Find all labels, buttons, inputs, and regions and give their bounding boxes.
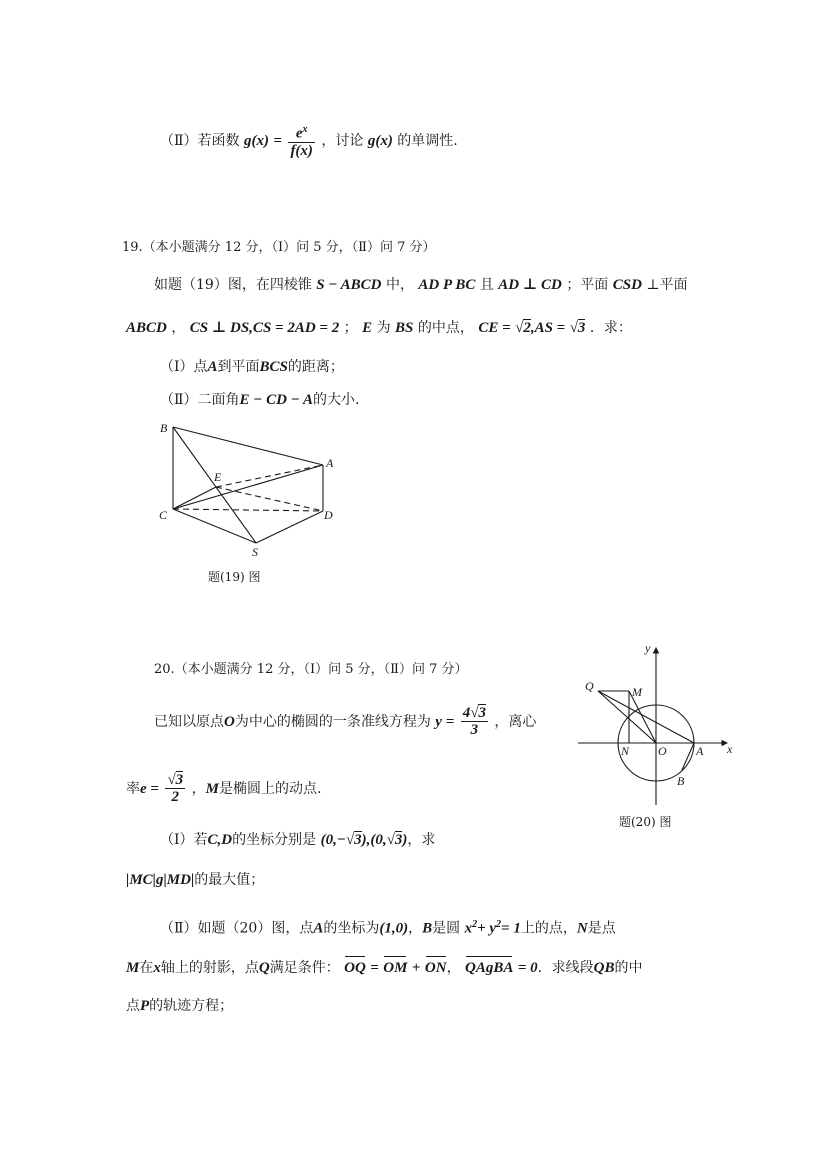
q20-line1: 已知以原点O为中心的椭圆的一条准线方程为 y = $\frac{4√3}{3}$ ，离心 [154,705,537,738]
segment-AB [682,743,694,770]
label-B: B [160,421,168,435]
q20-part1b: |MC|g|MD|的最大值； [126,872,265,888]
figure-20-caption: 题(20) 图 [619,815,672,829]
label-C: C [159,508,168,522]
q18-part2: （Ⅱ）若函数 g(x) = $\frac{e^x}{f(x)}$ ，讨论 g(x) 的单调性. [160,124,458,159]
label-B: B [677,774,685,788]
edge-SD [256,511,323,543]
edge-EA-hidden [216,465,323,487]
fraction-ex-over-fx: $\frac{e^x}{f(x)}$ [290,124,313,159]
figure-19-pyramid [150,415,350,590]
label-N: N [621,744,630,758]
q20-line2: 率e = $\frac{√3}{2}$ ，M是椭圆上的动点. [126,772,322,805]
segment-QO [598,691,656,743]
edge-CD-hidden [173,509,323,511]
label-A: A [696,744,704,758]
label-D: D [324,508,333,522]
segment-QA [598,691,694,743]
q19-line1: 如题（19）图，在四棱锥 S − ABCD 中， AD P BC 且 AD ⊥ CD ；平面 CSD ⊥平面 [154,277,688,293]
fraction-sqrt3-over-2: $\frac{√3}{2}$ [167,772,184,805]
label-A: A [326,456,334,470]
q20-part1a: （Ⅰ）若C,D的坐标分别是 (0,−√3),(0,√3)，求 [160,832,436,848]
edge-ED-hidden [216,487,323,511]
q20-part2c: 点P的轨迹方程； [126,998,234,1014]
q20-header: 20.（本小题满分 12 分，（Ⅰ）问 5 分，（Ⅱ）问 7 分） [154,662,468,677]
q19-part2: （Ⅱ）二面角E − CD − A的大小. [160,392,360,408]
label-M: M [632,685,642,699]
q20-part2b: M在x轴上的射影，点Q满足条件： OQ = OM + ON， QAgBA = 0．求线段QB的中 [126,960,643,976]
figure-20-circle [575,640,750,835]
figure-19-caption: 题(19) 图 [208,570,261,584]
edge-CA [173,465,323,509]
q20-part2a: （Ⅱ）如题（20）图，点A的坐标为(1,0)，B是圆 $x^2+ y^2= 1$上的点，N是点 [160,919,616,937]
label-E: E [214,470,222,484]
label-O: O [658,744,667,758]
label-S: S [252,545,258,559]
q19-line2: ABCD ， CS ⊥ DS,CS = 2AD = 2 ； E 为 BS 的中点， CE = √2,AS = √3 ．求： [126,320,632,336]
label-Q: Q [585,679,594,693]
fraction-4sqrt3-over-3: $\frac{4√3}{3}$ [462,705,486,738]
label-y: y [645,641,651,655]
q19-header: 19.（本小题满分 12 分，（Ⅰ）问 5 分，（Ⅱ）问 7 分） [122,240,436,255]
q19-part1: （Ⅰ）点A到平面BCS的距离； [160,359,344,375]
label-x: x [727,742,733,756]
